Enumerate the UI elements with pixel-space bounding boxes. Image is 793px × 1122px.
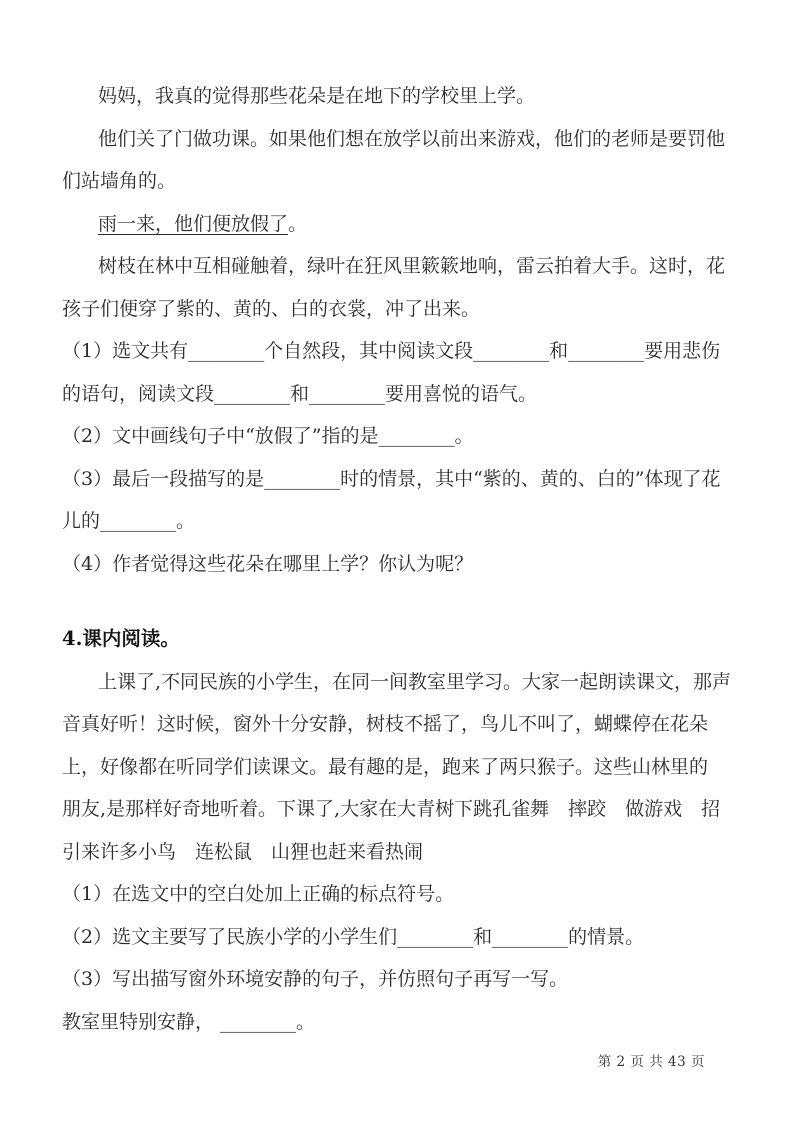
sentence-period: 。 [288,212,308,235]
passage-line: 们站墙角的。 [62,170,177,192]
underlined-sentence: 雨一来，他们便放假了 [98,212,289,235]
question-line: 的语句，阅读文段________和________要用喜悦的语气。 [62,382,538,405]
question-line: 儿的________。 [62,510,196,532]
page-content [62,75,732,1043]
passage-line: 妈妈，我真的觉得那些花朵是在地下的学校里上学。 [98,85,536,107]
question-line: （3）最后一段描写的是________时的情景，其中“紫的、黄的、白的”体现了花 [62,467,721,490]
passage-line: 树枝在林中互相碰触着，绿叶在狂风里簌簌地响，雷云拍着大手。这时，花 [98,255,726,277]
passage-line: 上课了,不同民族的小学生，在同一间教室里学习。大家一起朗读课文，那声 [98,670,732,693]
underlined-sentence-line [62,203,728,246]
page-number-footer: 第 2 页 共 43 页 [597,1054,705,1070]
question-line: （1）选文共有________个自然段，其中阅读文段________和________要用悲伤 [62,340,721,362]
passage-line: 朋友,是那样好奇地听着。下课了,大家在大青树下跳孔雀舞 摔跤 做游戏 招 [62,798,721,820]
question-line: （4）作者觉得这些花朵在哪里上学？你认为呢？ [62,552,474,575]
section-heading: 4.课内阅读。 [62,627,180,650]
passage-line: 孩子们便穿了紫的、黄的、白的衣裳，冲了出来。 [62,297,481,320]
passage-line: 上，好像都在听同学们读课文。最有趣的是，跑来了两只猴子。这些山林里的 [62,755,709,778]
question-line: （2）选文主要写了民族小学的小学生们________和________的情景。 [62,925,645,948]
answer-stem-line: 教室里特别安静， ________。 [62,1010,316,1033]
question-line: （3）写出描写窗外环境安静的句子，并仿照句子再写一写。 [62,968,569,990]
passage-line: 引来许多小鸟 连松鼠 山狸也赶来看热闹 [62,840,424,863]
question-line: （1）在选文中的空白处加上正确的标点符号。 [62,883,455,905]
question-line: （2）文中画线句子中“放假了”指的是________。 [62,425,474,447]
passage-line: 他们关了门做功课。如果他们想在放学以前出来游戏，他们的老师是要罚他 [98,127,726,150]
passage-line: 音真好听！这时候，窗外十分安静，树枝不摇了，鸟儿不叫了，蝴蝶停在花朵 [62,713,709,735]
